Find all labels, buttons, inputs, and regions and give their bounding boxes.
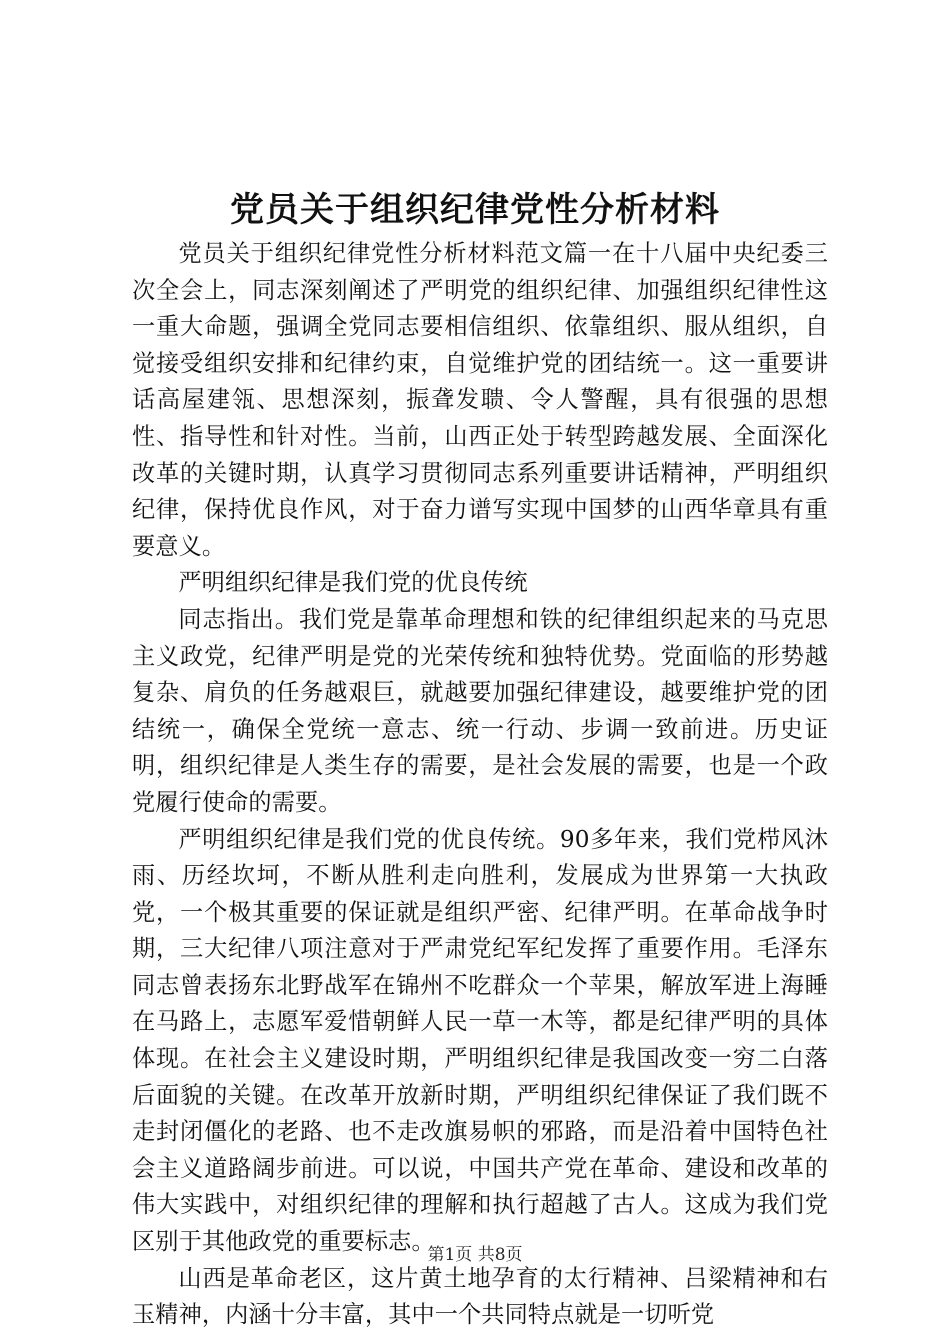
section-heading: 严明组织纪律是我们党的优良传统 xyxy=(178,569,528,597)
paragraph-4: 山西是革命老区，这片黄土地孕育的太行精神、吕梁精神和右玉精神，内涵十分丰富，其中一个共同特点就是一切听党 xyxy=(132,1264,828,1329)
document-body xyxy=(132,236,828,1334)
paragraph-2: 同志指出。我们党是靠革命理想和铁的纪律组织起来的马克思主义政党，纪律严明是党的光荣传统和独特优势。党面临的形势越复杂、肩负的任务越艰巨，就越要加强纪律建设，越要维护党的团结统一，确保全党统一意志、统一行动、步调一致前进。历史证明，组织纪律是人类生存的需要，是社会发展的需要，也是一个政党履行使命的需要。 xyxy=(132,605,828,816)
page-footer: 第1页 共8页 xyxy=(427,1245,523,1265)
paragraph-3: 严明组织纪律是我们党的优良传统。90多年来，我们党栉风沐雨、历经坎坷，不断从胜利走向胜利，发展成为世界第一大执政党，一个极其重要的保证就是组织严密、纪律严明。在革命战争时期，三大纪律八项注意对于严肃党纪军纪发挥了重要作用。毛泽东同志曾表扬东北野战军在锦州不吃群众一个苹果，解放军进上海睡在马路上，志愿军爱惜朝鲜人民一草一木等，都是纪律严明的具体体现。在社会主义建设时期，严明组织纪律是我国改变一穷二白落后面貌的关键。在改革开放新时期，严明组织纪律保证了我们既不走封闭僵化的老路、也不走改旗易帜的邪路，而是沿着中国特色社会主义道路阔步前进。可以说，中国共产党在革命、建设和改革的伟大实践中，对组织纪律的理解和执行超越了古人。这成为我们党区别于其他政党的重要标志。 xyxy=(132,825,828,1256)
paragraph-intro: 党员关于组织纪律党性分析材料范文篇一在十八届中央纪委三次全会上，同志深刻阐述了严明党的组织纪律、加强组织纪律性这一重大命题，强调全党同志要相信组织、依靠组织、服从组织，自觉接受组织安排和纪律约束，自觉维护党的团结统一。这一重要讲话高屋建瓴、思想深刻，振聋发聩、令人警醒，具有很强的思想性、指导性和针对性。当前，山西正处于转型跨越发展、全面深化改革的关键时期，认真学习贯彻同志系列重要讲话精神，严明组织纪律，保持优良作风，对于奋力谱写实现中国梦的山西华章具有重要意义。 xyxy=(132,240,828,560)
document-title: 党员关于组织纪律党性分析材料 xyxy=(230,190,720,230)
